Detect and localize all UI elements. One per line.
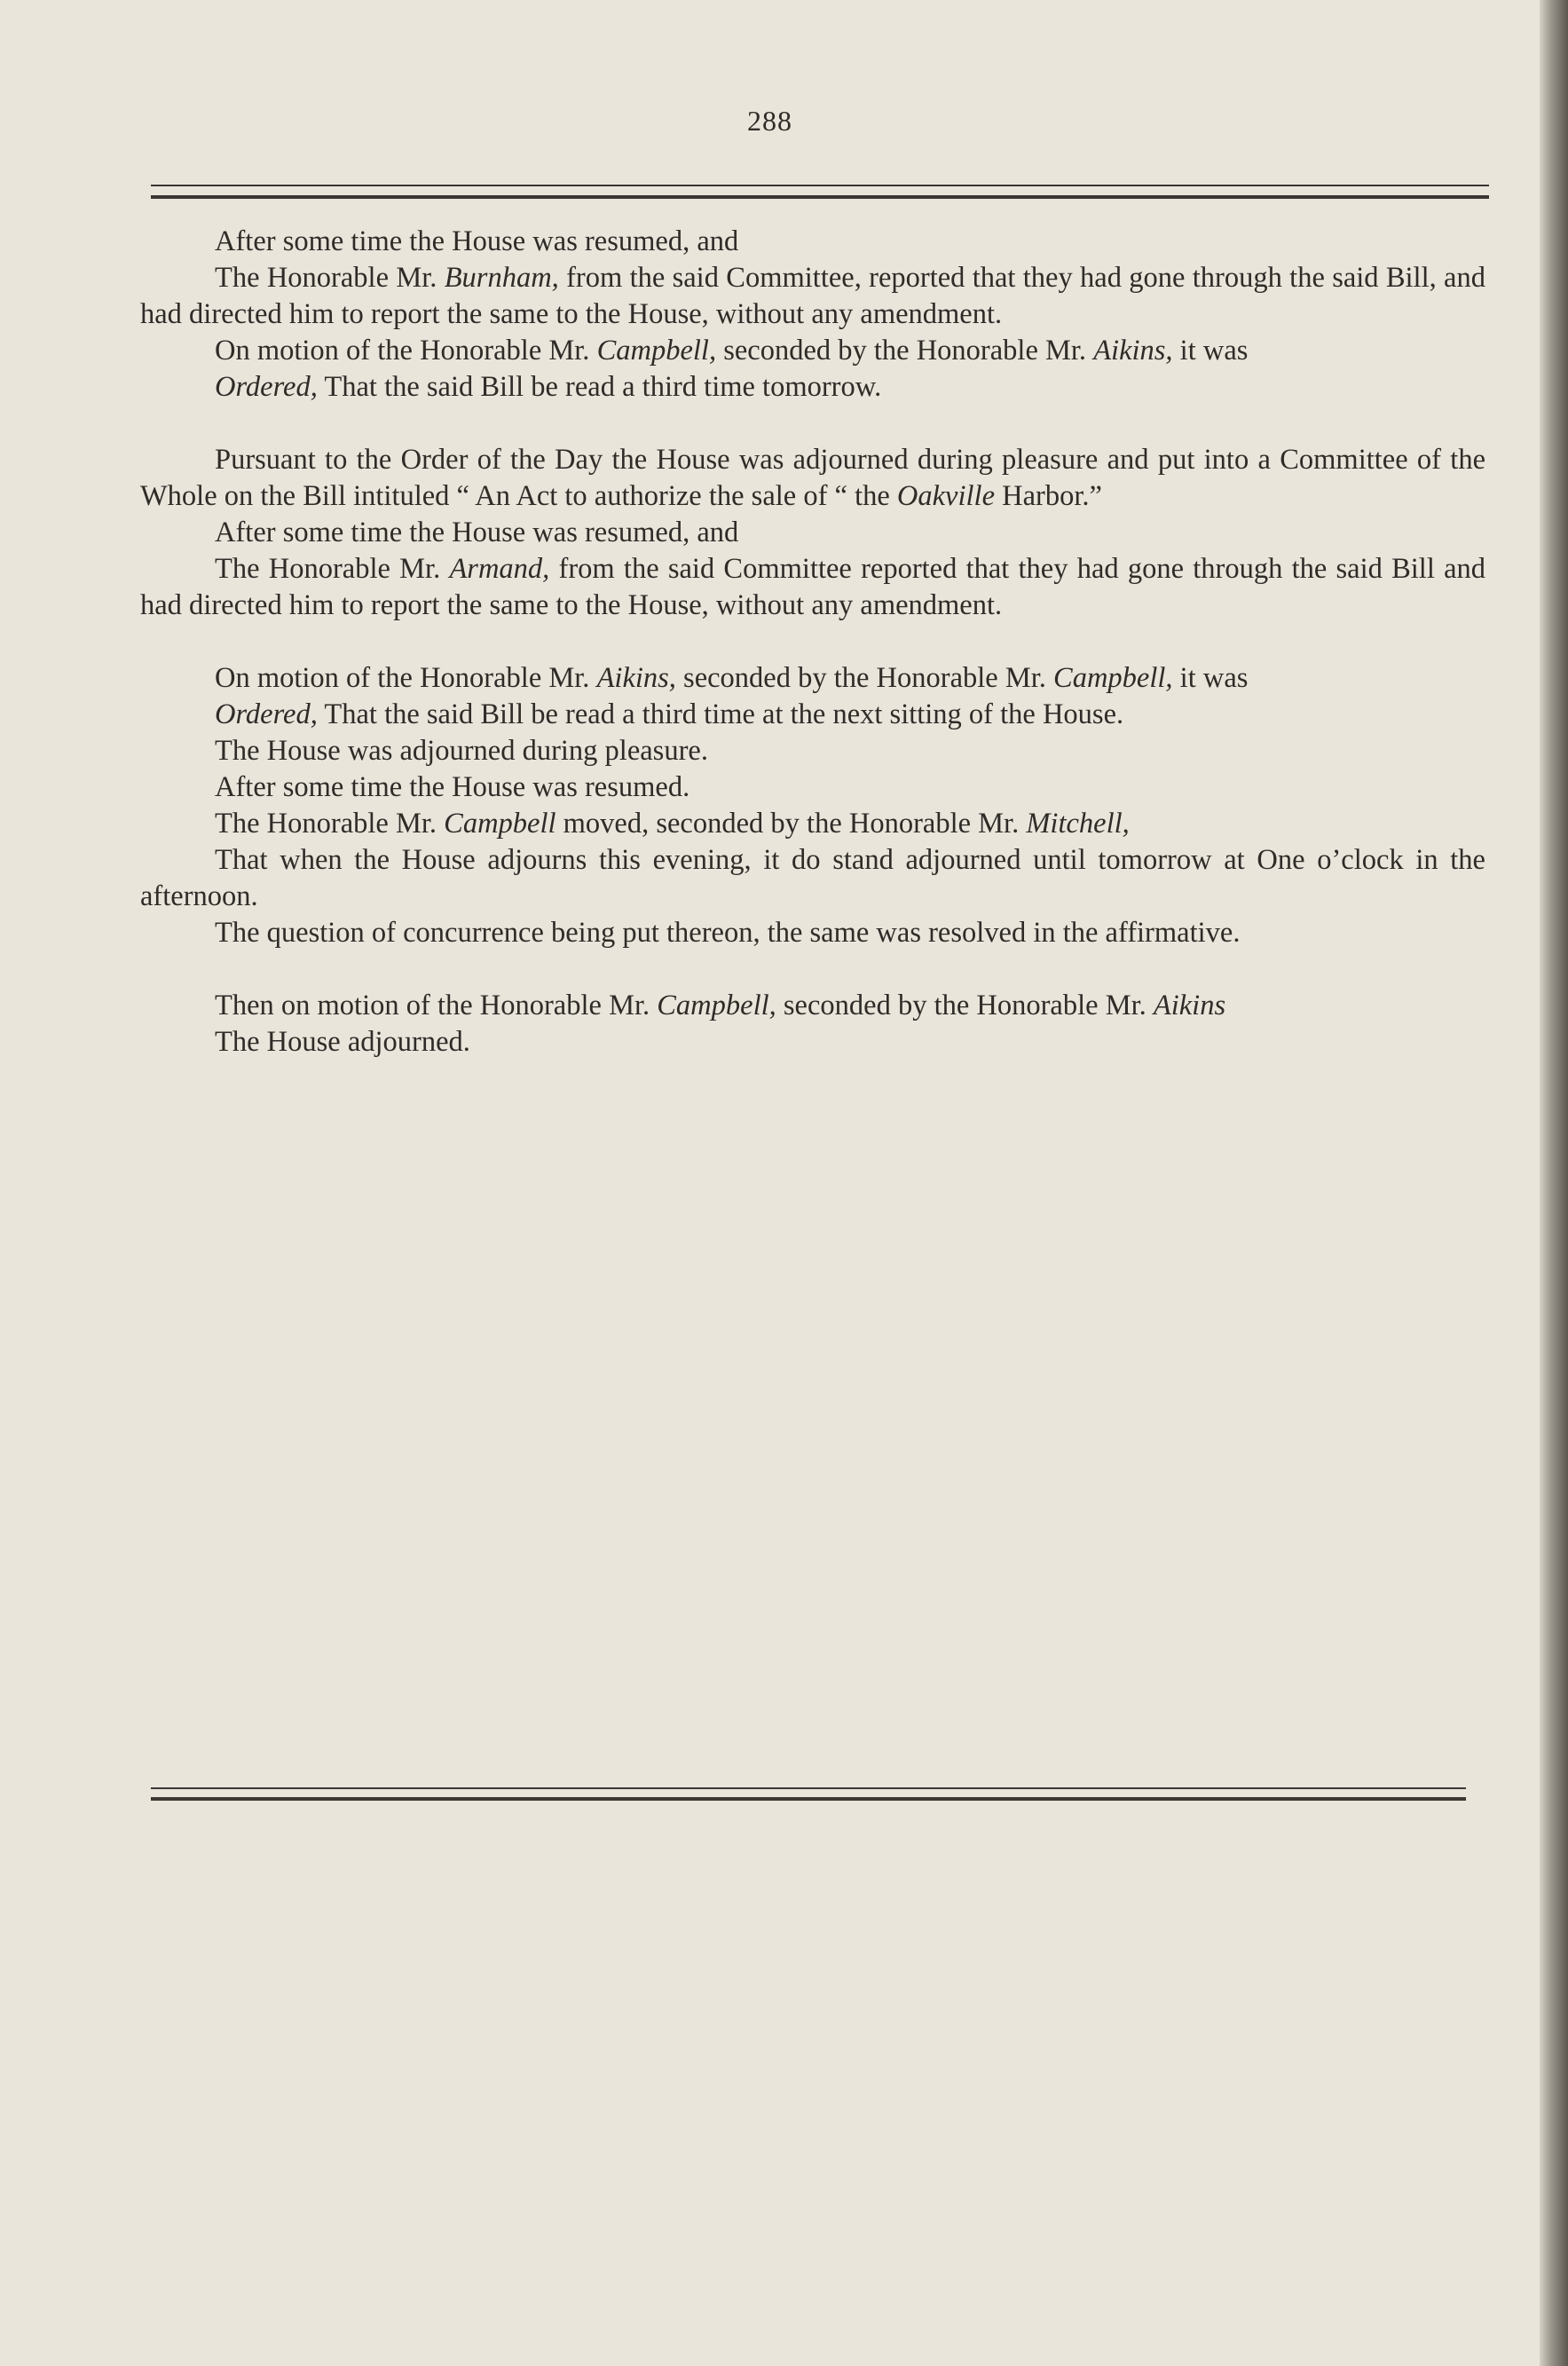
text-run: That when the House adjourns this evening, it do stand adjourned until tomorrow at One o’clock in the afternoon. <box>140 844 1485 912</box>
text-run: Then on motion of the Honorable Mr. <box>215 990 658 1021</box>
paragraph <box>140 224 1485 260</box>
paragraph <box>140 915 1485 951</box>
text-run: The Honorable Mr. <box>215 808 445 840</box>
text-run: seconded by the Honorable Mr. <box>776 990 1154 1021</box>
paragraph <box>140 442 1485 515</box>
italic-text: Aikins <box>1153 990 1226 1021</box>
paragraph <box>140 369 1485 406</box>
italic-text: Ordered, <box>215 698 318 730</box>
paragraph <box>140 733 1485 769</box>
paragraph <box>140 697 1485 733</box>
text-run: it was <box>1172 335 1249 367</box>
body-text <box>140 224 1485 1061</box>
text-run: That the said Bill be read a third time tomorrow. <box>317 371 882 403</box>
italic-text: Campbell, <box>657 990 776 1021</box>
italic-text: Mitchell, <box>1026 808 1130 840</box>
text-run: Harbor.” <box>995 480 1102 512</box>
italic-text: Campbell, <box>596 335 717 367</box>
paragraph <box>140 333 1485 369</box>
text-run: The House was adjourned during pleasure. <box>215 735 708 767</box>
text-run: After some time the House was resumed. <box>215 771 690 803</box>
text-run: it was <box>1172 662 1249 694</box>
text-run: The Honorable Mr. <box>215 553 450 585</box>
italic-text: Ordered, <box>215 371 318 403</box>
text-run: seconded by the Honorable Mr. <box>675 662 1054 694</box>
book-spine-shadow <box>1540 0 1568 2366</box>
paragraph <box>140 1024 1485 1061</box>
italic-text: Burnham, <box>444 262 559 294</box>
paragraph <box>140 842 1485 915</box>
paragraph <box>140 551 1485 624</box>
text-run: moved, seconded by the Honorable Mr. <box>555 808 1027 840</box>
paragraph <box>140 260 1485 333</box>
text-run: The question of concurrence being put thereon, the same was resolved in the affirmative. <box>215 917 1241 949</box>
text-run: The Honorable Mr. <box>215 262 445 294</box>
italic-text: Campbell, <box>1053 662 1173 694</box>
italic-text: Aikins, <box>1093 335 1173 367</box>
text-run: On motion of the Honorable Mr. <box>215 335 597 367</box>
text-run: After some time the House was resumed, and <box>215 517 739 548</box>
text-run: Pursuant to the Order of the Day the House was adjourned during pleasure and put into a Committee of the Whole on the Bill intituled “ An Act to authorize the sale of “ the <box>140 444 1485 512</box>
text-run: seconded by the Honorable Mr. <box>716 335 1094 367</box>
text-run: On motion of the Honorable Mr. <box>215 662 597 694</box>
header-rule <box>151 185 1489 199</box>
text-run: from the said Committee, reported that they had gone through the said Bill, and had directed him to report the same to the House, without any amendment. <box>140 262 1485 330</box>
paragraph <box>140 988 1485 1024</box>
paragraph <box>140 515 1485 551</box>
text-run: That the said Bill be read a third time at the next sitting of the House. <box>317 698 1124 730</box>
italic-text: Aikins, <box>596 662 676 694</box>
italic-text: Armand, <box>449 553 550 585</box>
text-run: from the said Committee reported that they had gone through the said Bill and had directed him to report the same to the House, without any amendment. <box>140 553 1485 621</box>
page-number: 288 <box>747 105 792 137</box>
italic-text: Oakville <box>896 480 995 512</box>
text-run: After some time the House was resumed, and <box>215 225 739 257</box>
italic-text: Campbell <box>444 808 556 840</box>
paragraph <box>140 769 1485 806</box>
paragraph <box>140 806 1485 842</box>
text-run: The House adjourned. <box>215 1026 470 1058</box>
footer-rule <box>151 1787 1466 1801</box>
paragraph <box>140 660 1485 697</box>
